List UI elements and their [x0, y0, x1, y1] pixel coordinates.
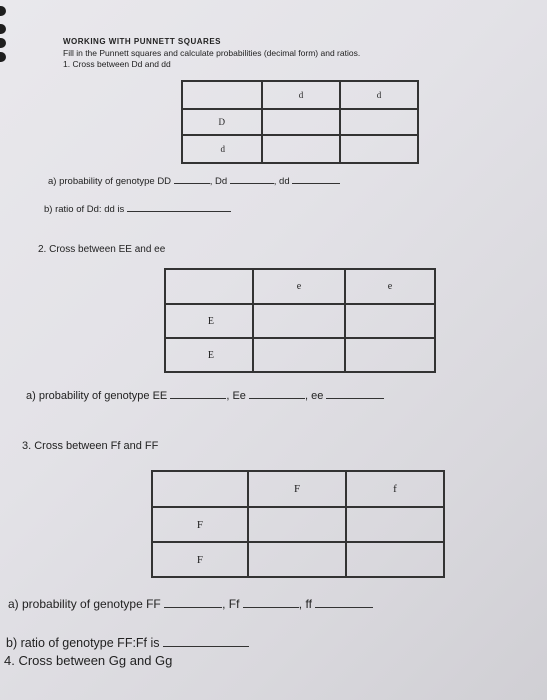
ratio-label: b) ratio of genotype FF:Ff is [6, 636, 160, 650]
answer-blank[interactable] [170, 398, 226, 399]
genotype-label: Ee [232, 390, 246, 402]
punnett-square-1 [181, 80, 419, 164]
section-4-heading: 4. Cross between Gg and Gg [4, 653, 173, 668]
prob-label: a) probability of genotype DD [48, 176, 172, 187]
answer-blank[interactable] [164, 607, 222, 608]
punnett-square-3 [151, 470, 445, 578]
offspring-cell[interactable] [345, 304, 435, 338]
section-2-heading: 2. Cross between EE and ee [38, 244, 166, 255]
top-allele: e [253, 269, 345, 304]
prob-line-3: a) probability of genotype FF , Ff , ff [8, 597, 373, 611]
offspring-cell[interactable] [248, 507, 346, 542]
offspring-cell[interactable] [253, 338, 345, 372]
answer-blank[interactable] [315, 607, 373, 608]
ratio-line-3 [6, 636, 249, 650]
genotype-label: ff [305, 597, 312, 611]
answer-blank[interactable] [127, 211, 231, 212]
side-allele: F [152, 542, 248, 577]
section-1-heading: 1. Cross between Dd and dd [63, 59, 171, 69]
top-allele: f [346, 471, 444, 507]
punnett-square-2 [164, 268, 436, 373]
offspring-cell[interactable] [340, 109, 418, 135]
side-allele: E [165, 338, 253, 372]
offspring-cell[interactable] [345, 338, 435, 372]
instructions: Fill in the Punnett squares and calculate probabilities (decimal form) and ratios. [63, 48, 361, 58]
top-allele: F [248, 471, 346, 507]
side-allele: d [182, 135, 262, 163]
offspring-cell[interactable] [340, 135, 418, 163]
offspring-cell[interactable] [248, 542, 346, 577]
worksheet-title: WORKING WITH PUNNETT SQUARES [63, 37, 221, 46]
answer-blank[interactable] [243, 607, 299, 608]
offspring-cell[interactable] [262, 109, 340, 135]
genotype-label: Dd [214, 176, 228, 187]
answer-blank[interactable] [326, 398, 384, 399]
answer-blank[interactable] [174, 183, 210, 184]
answer-blank[interactable] [163, 646, 249, 647]
prob-label: a) probability of genotype EE [26, 390, 168, 402]
offspring-cell[interactable] [346, 542, 444, 577]
section-3-heading: 3. Cross between Ff and FF [22, 440, 159, 452]
top-allele: d [262, 81, 340, 109]
offspring-cell[interactable] [346, 507, 444, 542]
side-allele: F [152, 507, 248, 542]
ratio-label: b) ratio of Dd: dd is [44, 204, 125, 215]
genotype-label: dd [279, 176, 290, 187]
genotype-label: Ff [228, 597, 240, 611]
offspring-cell[interactable] [253, 304, 345, 338]
genotype-label: ee [311, 390, 324, 402]
prob-line-2: a) probability of genotype EE , Ee , ee [26, 390, 384, 402]
answer-blank[interactable] [249, 398, 305, 399]
side-allele: D [182, 109, 262, 135]
ratio-line-1 [44, 204, 231, 215]
binder-holes [0, 0, 6, 700]
offspring-cell[interactable] [262, 135, 340, 163]
prob-label: a) probability of genotype FF [8, 597, 161, 611]
answer-blank[interactable] [292, 183, 340, 184]
side-allele: E [165, 304, 253, 338]
top-allele: e [345, 269, 435, 304]
answer-blank[interactable] [230, 183, 274, 184]
top-allele: d [340, 81, 418, 109]
prob-line-1: a) probability of genotype DD , Dd , dd [48, 176, 340, 187]
